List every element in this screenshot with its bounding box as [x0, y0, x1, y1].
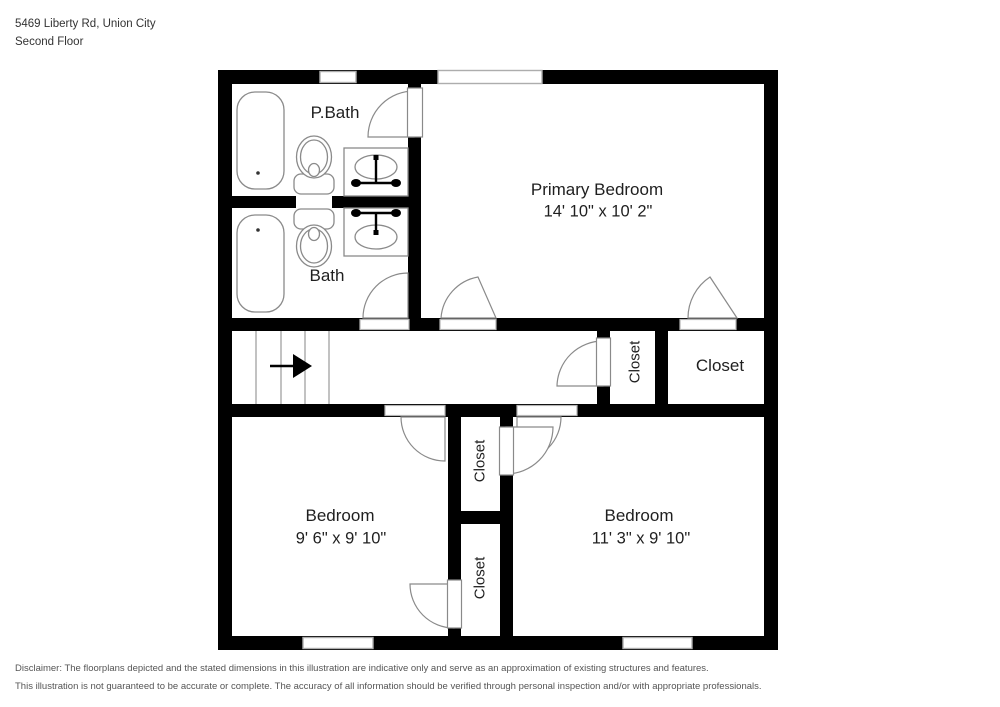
address-text: 5469 Liberty Rd, Union City — [15, 18, 156, 30]
window — [303, 638, 373, 649]
wall-hall-bottom — [218, 404, 778, 417]
door-opening — [517, 406, 577, 416]
door-leaf — [500, 427, 514, 475]
window — [438, 71, 542, 84]
window — [623, 638, 692, 649]
room-label-closet-mid-top: Closet — [471, 439, 489, 483]
stairs — [256, 331, 329, 404]
door-leaf — [597, 338, 611, 386]
toilet-icon — [294, 209, 334, 267]
wall-right — [764, 70, 778, 650]
disclaimer-line1: Disclaimer: The floorplans depicted and the stated dimensions in this illustration are indicative only and serve as an approximation of existing structures and features. — [15, 663, 709, 674]
toilet-icon — [294, 136, 334, 194]
stairs-direction-arrow-icon — [270, 354, 312, 378]
room-label-bath: Bath — [309, 266, 345, 285]
wall-midcloset-divider — [448, 511, 513, 524]
toilet-wall-gap — [296, 195, 332, 209]
room-label-bedroom-right: Bedroom — [604, 506, 674, 525]
bathtub-icon — [237, 92, 284, 189]
room-dims-bedroom-left: 9' 6" x 9' 10" — [295, 529, 387, 548]
room-label-primary-closet: Closet — [695, 356, 745, 375]
room-label-primary-bedroom: Primary Bedroom — [530, 180, 664, 199]
room-label-pbath: P.Bath — [310, 103, 360, 122]
room-dims-primary-bedroom: 14' 10" x 10' 2" — [543, 202, 653, 221]
room-label-hall-closet: Closet — [626, 340, 644, 384]
door-leaf — [408, 88, 423, 137]
wall-bottom — [218, 636, 778, 650]
door-opening — [440, 320, 496, 330]
room-label-closet-mid-bottom: Closet — [471, 556, 489, 600]
floor-name-text: Second Floor — [15, 36, 84, 48]
door-opening — [360, 320, 409, 330]
sink-icon — [344, 148, 408, 196]
door-swing-bath — [363, 273, 408, 318]
door-swing-bedroom-left — [401, 417, 445, 461]
disclaimer-line2: This illustration is not guaranteed to be accurate or complete. The accuracy of all information should be verified through personal inspection and/or with appropriate professionals. — [15, 681, 762, 692]
door-swing-primary-left — [441, 277, 496, 318]
door-leaf — [448, 580, 462, 628]
window — [320, 72, 356, 83]
door-opening — [385, 406, 445, 416]
wall-left — [218, 70, 232, 650]
room-label-bedroom-left: Bedroom — [305, 506, 375, 525]
wall-hallcloset-right — [655, 318, 668, 417]
bathtub-icon — [237, 215, 284, 312]
door-opening — [680, 320, 736, 330]
sink-icon — [344, 208, 408, 256]
door-swing-primary-closet — [688, 277, 737, 318]
room-dims-bedroom-right: 11' 3" x 9' 10" — [591, 529, 691, 548]
